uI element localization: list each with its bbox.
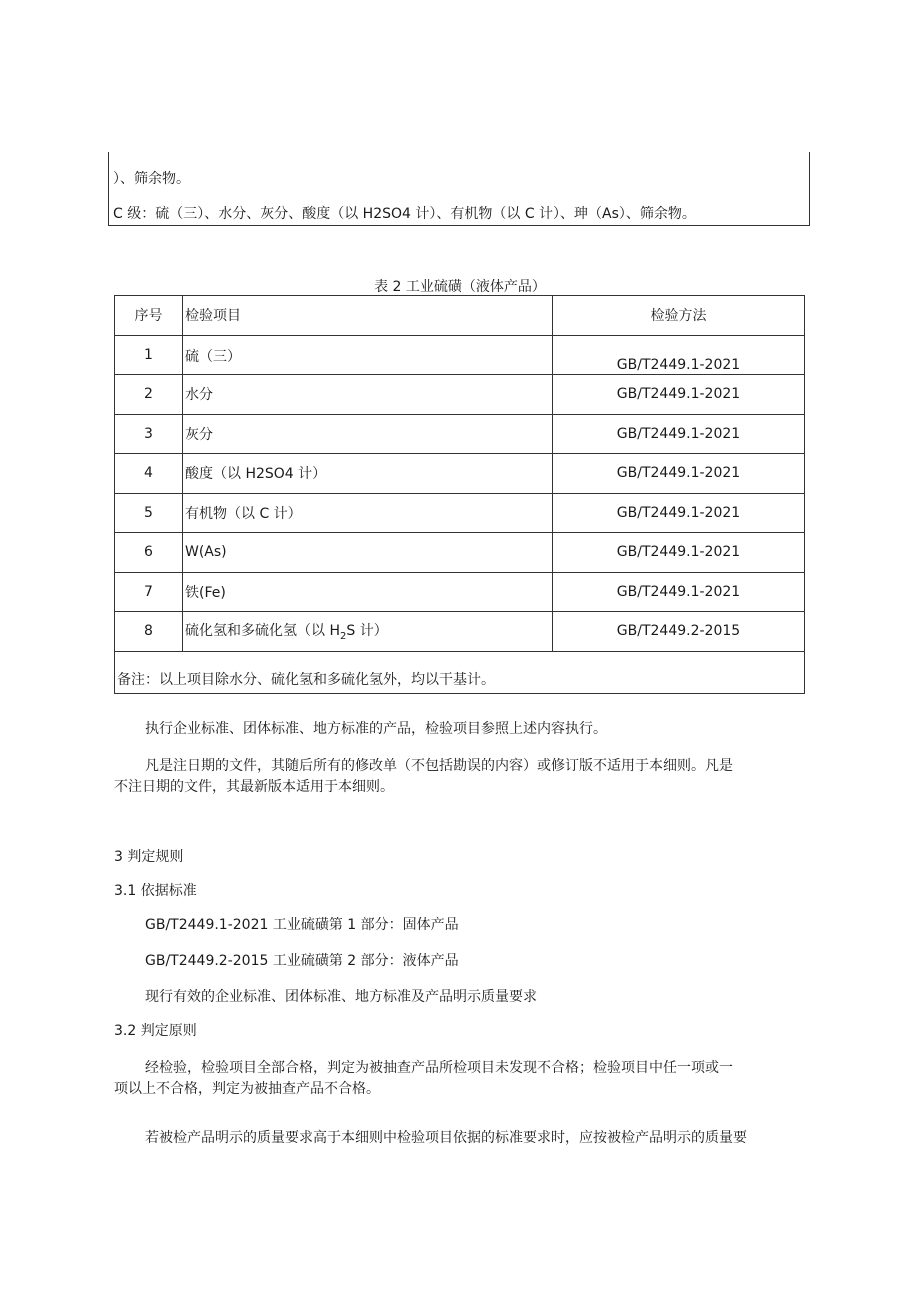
table-row	[115, 572, 805, 612]
continued-table-box	[108, 152, 810, 226]
row-no: 1	[115, 335, 183, 375]
row-method: GB/T2449.1-2021	[553, 414, 805, 454]
row-item-text: 硫化氢和多硫化氢（以 H	[185, 623, 340, 640]
paragraph-dated-docs-line2: 不注日期的文件，其最新版本适用于本细则。	[114, 779, 394, 795]
header-method: 检验方法	[553, 296, 805, 336]
standard-3: 现行有效的企业标准、团体标准、地方标准及产品明示质量要求	[145, 989, 537, 1005]
row-no: 5	[115, 493, 183, 533]
row-method: GB/T2449.1-2021	[553, 493, 805, 533]
inspection-items-table	[114, 295, 805, 694]
claimed-quality-paragraph: 若被检产品明示的质量要求高于本细则中检验项目依据的标准要求时，应按被检产品明示的质量要	[145, 1130, 747, 1146]
row-item: 硫（三）	[183, 335, 553, 375]
row-method: GB/T2449.1-2021	[553, 572, 805, 612]
section-3-1-heading: 3.1 依据标准	[114, 883, 197, 899]
table-row	[115, 414, 805, 454]
row-no: 3	[115, 414, 183, 454]
row-item: 有机物（以 C 计）	[183, 493, 553, 533]
table-row	[115, 454, 805, 494]
table-row	[115, 493, 805, 533]
section-3-2-heading: 3.2 判定原则	[114, 1023, 197, 1039]
header-item: 检验项目	[183, 296, 553, 336]
standard-1: GB/T2449.1-2021 工业硫磺第 1 部分：固体产品	[145, 917, 459, 933]
row-item: 铁(Fe)	[183, 572, 553, 612]
row-method: GB/T2449.1-2021	[553, 454, 805, 494]
table-row	[115, 612, 805, 652]
row-no: 2	[115, 375, 183, 415]
table-row	[115, 335, 805, 375]
row-item	[183, 612, 553, 652]
table-note: 备注：以上项目除水分、硫化氢和多硫化氢外，均以干基计。	[115, 651, 805, 693]
row-no: 7	[115, 572, 183, 612]
row-item: 水分	[183, 375, 553, 415]
paragraph-dated-docs-line1: 凡是注日期的文件，其随后所有的修改单（不包括勘误的内容）或修订版不适用于本细则。凡是	[145, 758, 733, 774]
row-method: GB/T2449.2-2015	[553, 612, 805, 652]
header-no: 序号	[115, 296, 183, 336]
paragraph-execution: 执行企业标准、团体标准、地方标准的产品，检验项目参照上述内容执行。	[145, 721, 607, 737]
table-row	[115, 533, 805, 573]
row-method: GB/T2449.1-2021	[553, 533, 805, 573]
judgment-line2: 项以上不合格，判定为被抽查产品不合格。	[114, 1081, 380, 1097]
table-row	[115, 375, 805, 415]
row-item: 灰分	[183, 414, 553, 454]
section-3-heading: 3 判定规则	[114, 849, 184, 865]
row-method: GB/T2449.1-2021	[553, 375, 805, 415]
row-no: 4	[115, 454, 183, 494]
row-no: 8	[115, 612, 183, 652]
grade-c-items: C 级：硫（三）、水分、灰分、酸度（以 H2SO4 计）、有机物（以 C 计）、珅（As）、筛余物。	[113, 206, 696, 222]
subscript-2: 2	[339, 631, 347, 643]
table-note-row	[115, 651, 805, 693]
standard-2: GB/T2449.2-2015 工业硫磺第 2 部分：液体产品	[145, 953, 459, 969]
row-no: 6	[115, 533, 183, 573]
table-2-title: 表 2 工业硫磺（液体产品）	[374, 279, 546, 295]
row-item: 酸度（以 H2SO4 计）	[183, 454, 553, 494]
table-header-row	[115, 296, 805, 336]
row-item-text-tail: S 计）	[346, 623, 388, 640]
continued-line-1: ）、筛余物。	[113, 171, 190, 187]
judgment-line1: 经检验，检验项目全部合格，判定为被抽查产品所检项目未发现不合格；检验项目中任一项或一	[145, 1060, 733, 1076]
row-method: GB/T2449.1-2021	[553, 335, 805, 375]
row-item: W(As)	[183, 533, 553, 573]
